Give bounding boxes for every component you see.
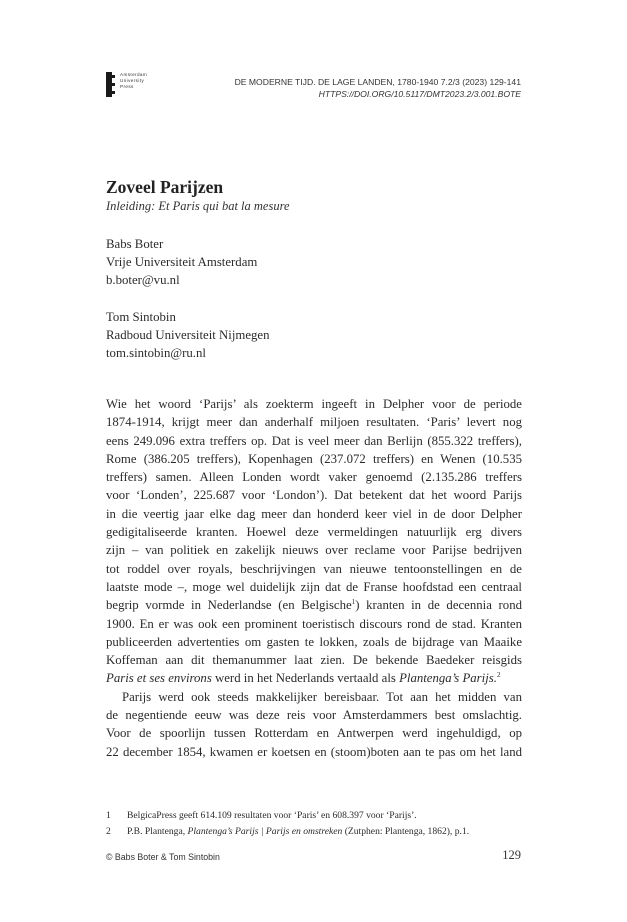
author-name: Tom Sintobin	[106, 309, 176, 324]
article-body	[106, 395, 522, 761]
copyright-notice: © Babs Boter & Tom Sintobin	[106, 852, 220, 862]
article-title: Zoveel Parijzen	[106, 177, 224, 197]
text-line: voor ‘Londen’, 225.687 voor ‘London’). Dat betekent dat het woord Parijs	[106, 488, 522, 503]
author-affiliation: Radboud Universiteit Nijmegen	[106, 327, 270, 342]
text-line: Parijs werd ook steeds makkelijker bereisbaar. Tot aan het midden van	[122, 689, 522, 704]
text-line: treffers) samen. Alleen Londen wordt vaker genoemd (2.135.286 treffers	[106, 470, 522, 485]
paragraph-1	[106, 395, 522, 688]
text-line: Wie het woord ‘Parijs’ als zoekterm ingeeft in Delpher voor de periode	[106, 397, 522, 411]
doi-link[interactable]: HTTPS://DOI.ORG/10.5117/DMT2023.2/3.001.BOTE	[318, 89, 521, 99]
text-line: Koffeman aan dit themanummer laat zien. De bekende Baedeker reisgids	[106, 653, 522, 668]
aup-logo-icon	[106, 72, 115, 97]
publisher-logo	[106, 72, 147, 97]
text-line: gedigitaliseerde kranten. Hoewel deze vermeldingen natuurlijk erg divers	[106, 525, 522, 540]
author-1	[106, 235, 270, 290]
text-line: eens 249.096 extra treffers op. Dat is veel meer dan Berlijn (855.322 treffers),	[106, 433, 522, 448]
journal-header	[235, 76, 521, 100]
author-block	[106, 235, 270, 362]
text-line: laatste mode –, moge wel duidelijk zijn dat de Franse hoofdstad een centraal	[106, 579, 522, 594]
journal-citation: DE MODERNE TIJD. DE LAGE LANDEN, 1780-1940 7.2/3 (2023) 129-141	[234, 77, 521, 87]
text-line: Rome (386.205 treffers), Kopenhagen (237.072 treffers) en Wenen (10.535	[106, 451, 522, 466]
footnote-ref-1[interactable]: 1	[351, 598, 356, 607]
text-line: begrip vormde in Nederlandse (en Belgische$^1$) kranten in de decennia rond	[106, 598, 522, 613]
text-line: 1874-1914, krijgt meer dan anderhalf miljoen resultaten. ‘Paris’ levert nog	[106, 415, 522, 430]
text-line: tot roddel over royals, beschrijvingen van nieuwe tentoonstellingen en de	[106, 561, 522, 576]
footnote-ref-2[interactable]: 2	[496, 671, 501, 680]
author-affiliation: Vrije Universiteit Amsterdam	[106, 255, 258, 270]
logo-wordmark: Amsterdam University Press	[120, 72, 148, 90]
footnote-text: BelgicaPress geeft 614.109 resultaten voor ‘Paris’ en 608.397 voor ‘Parijs’.	[127, 810, 417, 821]
text-line: de negentiende eeuw was deze reis voor Amsterdammers best omslachtig.	[106, 708, 522, 723]
text-line: Paris et ses environs werd in het Nederlands vertaald als Plantenga’s Parijs.$^2$	[106, 671, 501, 686]
text-line: publiceerden advertenties om gasten te lokken, zoals de bijdrage van Maaike	[106, 634, 522, 649]
article-subtitle: Inleiding: Et Paris qui bat la mesure	[106, 199, 290, 213]
text-line: in die veertig jaar elke dag meer dan honderd keer viel in de door Delpher	[106, 506, 522, 521]
footnotes	[106, 808, 469, 839]
footnote-text: P.B. Plantenga, Plantenga’s Parijs | Parijs en omstreken (Zutphen: Plantenga, 1862), p.1.	[127, 825, 470, 837]
footnote-number: 2	[106, 825, 111, 837]
footnote-number: 1	[106, 810, 111, 821]
text-line: 22 december 1854, kwamen er koetsen en (stoom)boten aan te pas om het land	[106, 744, 522, 759]
text-line: zijn – van politiek en zakelijk nieuws over reclame voor Parijse bedrijven	[106, 543, 522, 558]
paragraph-2	[106, 688, 522, 761]
author-email[interactable]: tom.sintobin@ru.nl	[106, 346, 206, 361]
text-line: Voor de spoorlijn tussen Rotterdam en Antwerpen werd ingehuldigd, op	[106, 726, 522, 741]
text-line: 1900. En er was ook een prominent toeristisch discours rond de stad. Kranten	[106, 616, 522, 631]
author-email[interactable]: b.boter@vu.nl	[106, 273, 180, 288]
footnote-2	[106, 824, 469, 840]
author-name: Babs Boter	[106, 237, 164, 251]
footnote-1	[106, 808, 469, 824]
page-number: 129	[502, 848, 521, 862]
author-2	[106, 308, 270, 363]
